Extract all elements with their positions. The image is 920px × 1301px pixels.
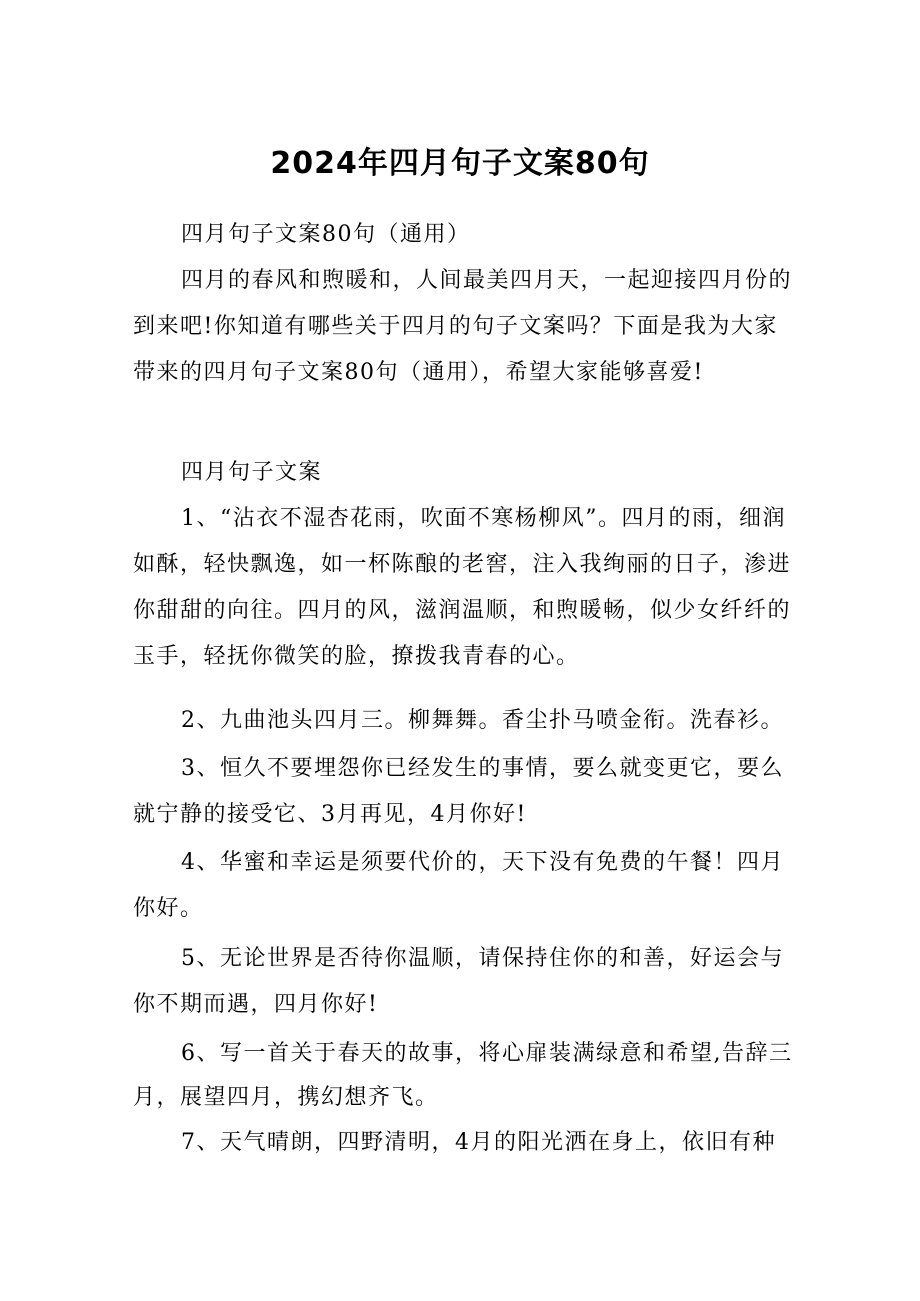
list-item-7: 7、天气晴朗，四野清明，4月的阳光洒在身上，依旧有种 <box>181 1130 776 1155</box>
list-item-5: 5、无论世界是否待你温顺，请保持住你的和善，好运会与你不期而遇，四月你好! <box>133 946 784 1017</box>
list-item-6: 6、写一首关于春天的故事，将心扉装满绿意和希望,告辞三月，展望四月，携幻想齐飞。 <box>133 1041 793 1110</box>
list-item-1: 1、“沾衣不湿杏花雨，吹面不寒杨柳风”。四月的雨，细润如酥，轻快飘逸，如一杯陈酿的老窖，注入我绚丽的日子，渗进你甜甜的向往。四月的风，滋润温顺，和煦暖畅，似少女纤纤的玉手，轻抚你微笑的脸，撩拨我青春的心。 <box>133 506 792 669</box>
intro-paragraph: 四月的春风和煦暖和，人间最美四月天，一起迎接四月份的到来吧!你知道有哪些关于四月的句子文案吗？下面是我为大家带来的四月句子文案80句（通用），希望大家能够喜爱! <box>133 268 793 385</box>
list-item-3: 3、恒久不要埋怨你已经发生的事情，要么就变更它，要么就宁静的接受它、3月再见，4月你好! <box>133 756 784 827</box>
document-title: 2024年四月句子文案80句 <box>270 146 650 181</box>
list-item-2: 2、九曲池头四月三。柳舞舞。香尘扑马喷金衔。洗春衫。 <box>181 708 784 733</box>
list-item-4: 4、华蜜和幸运是须要代价的，天下没有免费的午餐！四月你好。 <box>133 850 784 921</box>
document-subtitle: 四月句子文案80句（通用） <box>181 222 471 247</box>
section-heading: 四月句子文案 <box>181 460 323 485</box>
